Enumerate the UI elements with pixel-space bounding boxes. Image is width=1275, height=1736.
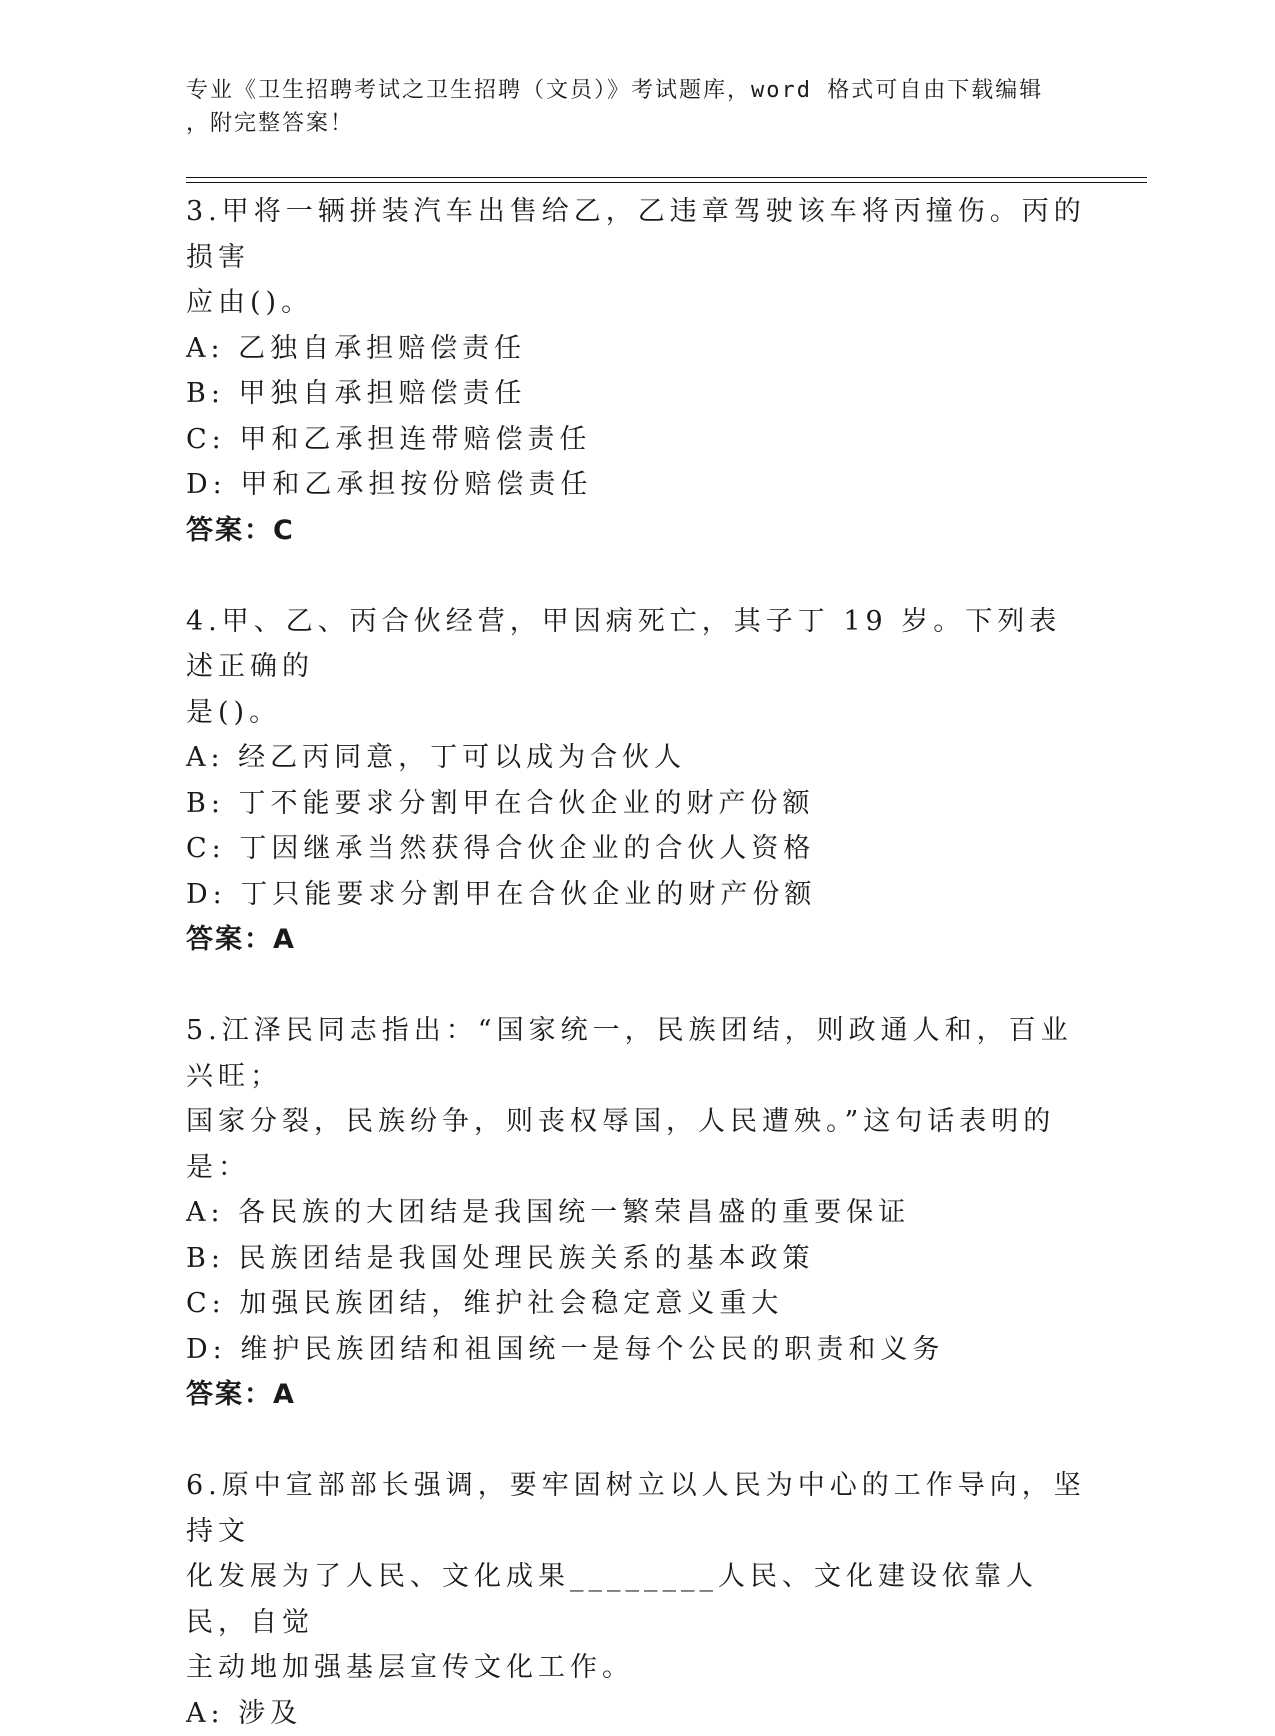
- question-4-stem-line-1: 4.甲、乙、丙合伙经营，甲因病死亡，其子丁 19 岁。下列表述正确的: [186, 599, 1086, 690]
- question-5-stem-line-2: 国家分裂，民族纷争，则丧权辱国，人民遭殃。”这句话表明的是：: [186, 1099, 1086, 1190]
- question-5-option-b: B: 民族团结是我国处理民族关系的基本政策: [186, 1236, 1086, 1282]
- header-line-2: ，附完整答案！: [186, 107, 1086, 140]
- question-5-option-d: D: 维护民族团结和祖国统一是每个公民的职责和义务: [186, 1327, 1086, 1373]
- question-5-answer: 答案：A: [186, 1372, 1086, 1418]
- question-3: [186, 189, 1086, 553]
- question-5-stem-line-1: 5.江泽民同志指出：“国家统一，民族团结，则政通人和，百业兴旺；: [186, 1008, 1086, 1099]
- question-4-option-d: D: 丁只能要求分割甲在合伙企业的财产份额: [186, 872, 1086, 918]
- question-list: [186, 189, 1086, 1736]
- question-6-stem-line-3: 主动地加强基层宣传文化工作。: [186, 1645, 1086, 1691]
- question-3-option-d: D: 甲和乙承担按份赔偿责任: [186, 462, 1086, 508]
- header-line-1: 专业《卫生招聘考试之卫生招聘（文员）》考试题库，word 格式可自由下载编辑: [186, 74, 1086, 107]
- question-4: [186, 599, 1086, 963]
- header-divider-top: [186, 177, 1147, 178]
- question-3-answer: 答案：C: [186, 508, 1086, 554]
- question-3-stem-line-2: 应由()。: [186, 280, 1086, 326]
- question-6-stem-line-1: 6.原中宣部部长强调，要牢固树立以人民为中心的工作导向，坚持文: [186, 1463, 1086, 1554]
- question-3-option-a: A: 乙独自承担赔偿责任: [186, 326, 1086, 372]
- spacer: [186, 963, 1086, 1009]
- spacer: [186, 553, 1086, 599]
- question-4-option-b: B: 丁不能要求分割甲在合伙企业的财产份额: [186, 781, 1086, 827]
- document-header: [186, 74, 1086, 140]
- question-3-option-c: C: 甲和乙承担连带赔偿责任: [186, 417, 1086, 463]
- question-4-option-c: C: 丁因继承当然获得合伙企业的合伙人资格: [186, 826, 1086, 872]
- question-5-option-a: A: 各民族的大团结是我国统一繁荣昌盛的重要保证: [186, 1190, 1086, 1236]
- question-6-stem-line-2: 化发展为了人民、文化成果________人民、文化建设依靠人民，自觉: [186, 1554, 1086, 1645]
- question-3-option-b: B: 甲独自承担赔偿责任: [186, 371, 1086, 417]
- question-4-stem-line-2: 是()。: [186, 690, 1086, 736]
- question-5: [186, 1008, 1086, 1418]
- question-3-stem-line-1: 3.甲将一辆拼装汽车出售给乙，乙违章驾驶该车将丙撞伤。丙的损害: [186, 189, 1086, 280]
- question-5-option-c: C: 加强民族团结，维护社会稳定意义重大: [186, 1281, 1086, 1327]
- spacer: [186, 1418, 1086, 1464]
- question-4-option-a: A: 经乙丙同意，丁可以成为合伙人: [186, 735, 1086, 781]
- question-4-answer: 答案：A: [186, 917, 1086, 963]
- header-divider-bottom: [186, 182, 1147, 183]
- question-6-option-a: A: 涉及: [186, 1691, 1086, 1736]
- question-6: [186, 1463, 1086, 1736]
